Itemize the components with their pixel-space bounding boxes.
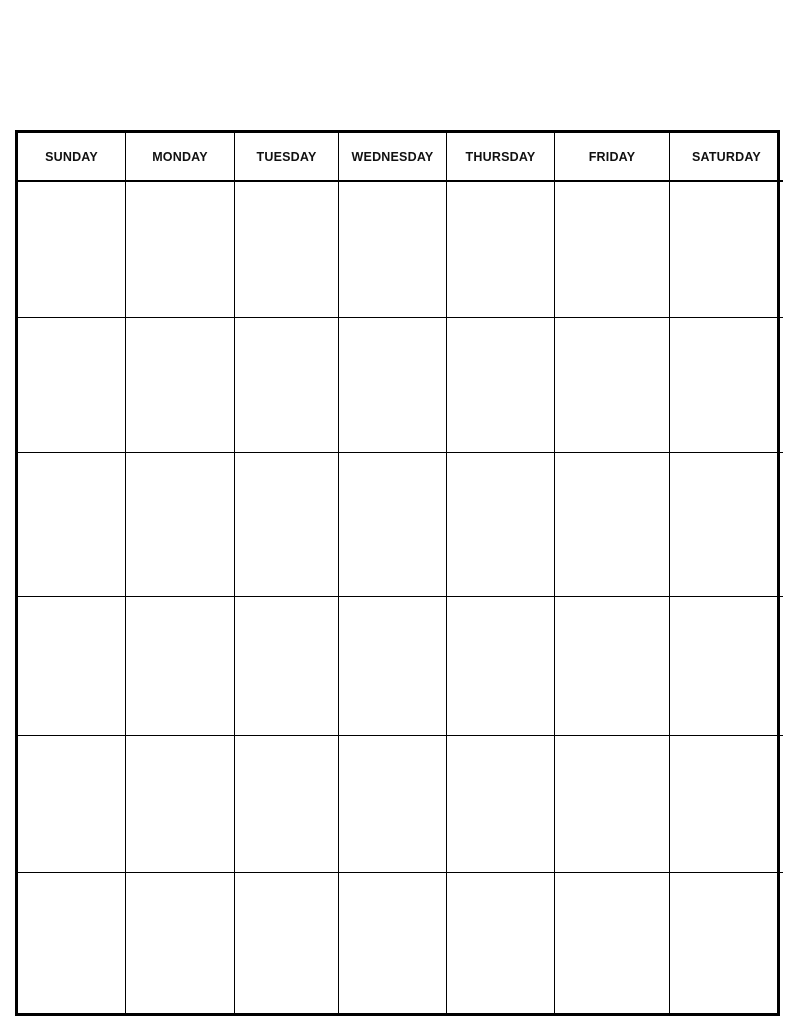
day-cell: [126, 318, 235, 453]
day-cell: [339, 453, 447, 597]
day-cell: [555, 873, 670, 1013]
day-cell: [126, 736, 235, 873]
weekday-header-monday: MONDAY: [126, 133, 235, 182]
day-cell: [555, 318, 670, 453]
day-cell: [555, 182, 670, 318]
day-cell: [126, 873, 235, 1013]
day-cell: [447, 597, 555, 736]
day-cell: [447, 318, 555, 453]
day-cell: [447, 453, 555, 597]
day-cell: [235, 453, 339, 597]
weekday-header-wednesday: WEDNESDAY: [339, 133, 447, 182]
day-cell: [235, 736, 339, 873]
weekday-header-friday: FRIDAY: [555, 133, 670, 182]
day-cell: [18, 597, 126, 736]
day-cell: [18, 873, 126, 1013]
day-cell: [235, 182, 339, 318]
day-cell: [670, 736, 783, 873]
day-cell: [555, 597, 670, 736]
day-cell: [670, 182, 783, 318]
day-cell: [235, 873, 339, 1013]
day-cell: [670, 873, 783, 1013]
day-cell: [339, 318, 447, 453]
day-cell: [126, 182, 235, 318]
day-cell: [126, 453, 235, 597]
weekday-header-sunday: SUNDAY: [18, 133, 126, 182]
day-cell: [18, 453, 126, 597]
day-cell: [235, 597, 339, 736]
day-cell: [18, 182, 126, 318]
day-cell: [235, 318, 339, 453]
day-cell: [126, 597, 235, 736]
day-cell: [339, 736, 447, 873]
day-cell: [670, 453, 783, 597]
weekday-header-thursday: THURSDAY: [447, 133, 555, 182]
day-cell: [339, 873, 447, 1013]
day-cell: [447, 873, 555, 1013]
day-cell: [18, 318, 126, 453]
weekday-header-tuesday: TUESDAY: [235, 133, 339, 182]
day-cell: [339, 597, 447, 736]
day-cell: [555, 453, 670, 597]
day-cell: [447, 182, 555, 318]
day-cell: [339, 182, 447, 318]
day-cell: [555, 736, 670, 873]
day-cell: [447, 736, 555, 873]
day-cell: [18, 736, 126, 873]
day-cell: [670, 318, 783, 453]
calendar-grid: [15, 130, 780, 1016]
weekday-header-saturday: SATURDAY: [670, 133, 783, 182]
day-cell: [670, 597, 783, 736]
